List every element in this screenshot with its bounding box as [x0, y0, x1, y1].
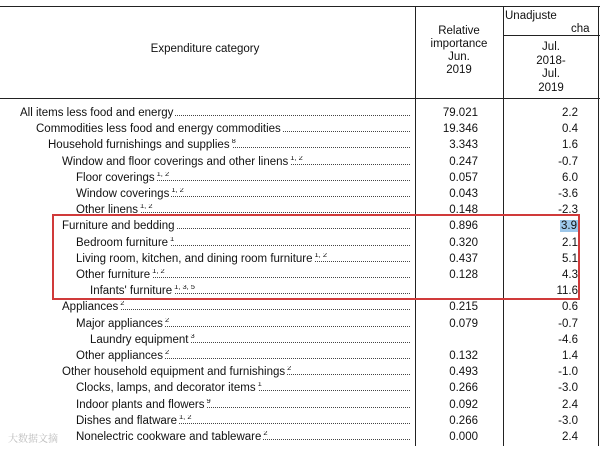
row-label-text: Other linens — [76, 204, 139, 217]
footnote-marker: 1, 2 — [171, 188, 186, 194]
row-label-text: Infants' furniture — [90, 285, 173, 298]
percent-change-value: -0.7 — [558, 317, 578, 330]
relative-importance-cell: 19.346 — [442, 123, 478, 136]
header-line: Jul. — [542, 41, 560, 53]
table-row — [0, 172, 600, 188]
header-line: Unadjuste — [505, 10, 557, 22]
percent-change-value: 4.3 — [562, 269, 578, 281]
table-row — [0, 188, 600, 204]
table-row — [0, 123, 600, 139]
header-unadjusted-change — [505, 10, 600, 36]
row-label — [36, 123, 410, 135]
percent-change-cell — [505, 350, 578, 362]
relative-importance-cell: 0.079 — [449, 317, 478, 330]
header-period — [505, 41, 597, 95]
relative-importance-cell: 0.247 — [449, 155, 478, 168]
percent-change-value: -3.0 — [558, 414, 578, 427]
table-row — [0, 366, 600, 382]
table-row — [0, 301, 600, 317]
percent-change-cell — [505, 107, 578, 119]
percent-change-value: -3.0 — [558, 382, 578, 395]
row-label — [62, 366, 410, 378]
percent-change-value: 2.4 — [562, 431, 578, 443]
row-label-text: Other furniture — [76, 269, 151, 281]
percent-change-cell — [505, 334, 578, 346]
table-row — [0, 415, 600, 431]
header-bottom-rule — [0, 98, 600, 99]
relative-importance-cell: 0.092 — [449, 398, 478, 411]
footnote-marker: 1, 3, 5 — [174, 285, 197, 291]
relative-importance-cell: 79.021 — [442, 107, 478, 119]
relative-importance-cell: 0.128 — [449, 269, 478, 281]
row-label-text: Other household equipment and furnishings — [62, 366, 286, 379]
row-label-text: Dishes and flatware — [76, 414, 177, 427]
header-line: Jul. — [542, 68, 560, 80]
row-label-text: Living room, kitchen, and dining room furniture — [76, 252, 313, 265]
row-label-text: Window and floor coverings and other linens — [62, 155, 289, 168]
table-top-rule — [0, 6, 600, 7]
footnote-marker: 2 — [263, 431, 269, 437]
footnote-marker: 1 — [170, 237, 176, 243]
row-label — [76, 318, 410, 330]
percent-change-cell — [505, 318, 578, 330]
relative-importance-cell: 0.493 — [449, 366, 478, 379]
highlight-box — [52, 214, 580, 300]
relative-importance-cell: 0.043 — [449, 188, 478, 200]
percent-change-value: -0.7 — [558, 155, 578, 168]
row-label — [90, 334, 410, 346]
row-label — [76, 350, 410, 362]
footnote-marker: 1, 2 — [179, 415, 194, 421]
row-label-text: Bedroom furniture — [76, 236, 169, 249]
percent-change-value: -3.6 — [558, 188, 578, 200]
footnote-marker: 2 — [287, 366, 293, 372]
footnote-marker: 9 — [207, 399, 213, 405]
table-row — [0, 139, 600, 155]
percent-change-value: 1.4 — [562, 350, 578, 362]
footnote-marker: 1, 2 — [290, 156, 305, 162]
percent-change-value: 0.4 — [562, 123, 578, 136]
row-label — [76, 399, 410, 411]
percent-change-value: 1.6 — [562, 139, 578, 152]
row-label-text: Major appliances — [76, 317, 163, 330]
footnote-marker: 2 — [120, 301, 126, 307]
row-label-text: Indoor plants and flowers — [76, 398, 205, 411]
row-label-text: Appliances — [62, 301, 119, 314]
percent-change-cell — [505, 301, 578, 313]
footnote-marker: 2 — [165, 350, 171, 356]
percent-change-value: 5.1 — [562, 252, 578, 265]
footnote-marker: 8 — [232, 139, 238, 145]
row-label-text: Window coverings — [76, 188, 170, 200]
header-expenditure-category: Expenditure category — [150, 43, 260, 55]
footnote-marker: 1, 2 — [157, 172, 172, 178]
percent-change-cell — [505, 139, 578, 151]
row-label — [48, 139, 410, 151]
relative-importance-cell: 0.000 — [449, 431, 478, 443]
header-line: importance — [430, 38, 488, 50]
table-row — [0, 399, 600, 415]
percent-change-cell — [505, 123, 578, 135]
percent-change-cell — [505, 156, 578, 168]
row-label-text: Furniture and bedding — [62, 220, 175, 233]
relative-importance-cell: 0.266 — [449, 414, 478, 427]
percent-change-cell — [505, 415, 578, 427]
percent-change-value: 0.6 — [562, 301, 578, 314]
table-row — [0, 334, 600, 350]
row-label — [20, 107, 410, 119]
watermark: 大数据文摘 — [8, 434, 58, 445]
relative-importance-cell: 0.148 — [449, 204, 478, 217]
header-line: Jun. — [448, 51, 470, 63]
header-line: 2018- — [536, 54, 566, 67]
percent-change-value: 11.6 — [556, 285, 578, 298]
row-label-text: Clocks, lamps, and decorator items — [76, 382, 256, 395]
row-label — [62, 156, 410, 168]
header-line: 2019 — [446, 64, 472, 76]
relative-importance-cell: 3.343 — [449, 139, 478, 152]
footnote-marker: 1, 2 — [140, 204, 155, 210]
row-label — [76, 382, 410, 394]
row-label-text: Other appliances — [76, 350, 163, 362]
percent-change-value: 2.4 — [562, 398, 578, 411]
percent-change-value: -2.3 — [558, 204, 578, 217]
percent-change-value: 3.9 — [561, 220, 577, 233]
percent-change-cell — [505, 366, 578, 378]
relative-importance-cell: 0.320 — [449, 236, 478, 249]
relative-importance-cell: 0.057 — [449, 171, 478, 184]
header-relative-importance — [416, 25, 502, 77]
row-label — [62, 301, 410, 313]
relative-importance-cell: 0.437 — [449, 252, 478, 265]
table-row — [0, 107, 600, 123]
row-label — [76, 188, 410, 200]
header-line: 2019 — [538, 81, 564, 94]
footnote-marker: 3 — [190, 334, 196, 340]
relative-importance-cell: 0.266 — [449, 382, 478, 395]
table-row — [0, 431, 600, 447]
row-label-text: Household furnishings and supplies — [48, 139, 230, 152]
percent-change-cell — [505, 382, 578, 394]
table-row — [0, 382, 600, 398]
footnote-marker: 1, 2 — [152, 269, 167, 275]
relative-importance-cell: 0.132 — [449, 350, 478, 362]
row-label — [76, 172, 410, 184]
percent-change-value: -4.6 — [558, 333, 578, 346]
footnote-marker: 1 — [258, 382, 264, 388]
footnote-marker: 1, 2 — [315, 253, 330, 259]
percent-change-value: 2.2 — [562, 107, 578, 119]
row-label-text: Commodities less food and energy commodities — [36, 123, 281, 136]
row-label-text: Laundry equipment — [90, 333, 189, 346]
table-row — [0, 350, 600, 366]
percent-change-value: 6.0 — [562, 171, 578, 184]
table-row — [0, 318, 600, 334]
header-line: cha — [571, 23, 590, 35]
percent-change-value: 2.1 — [562, 236, 578, 249]
row-label-text: Floor coverings — [76, 171, 155, 184]
row-label — [76, 415, 410, 427]
row-label-text: All items less food and energy — [20, 107, 174, 119]
header-line: Relative — [438, 25, 480, 37]
row-label-text: Nonelectric cookware and tableware — [76, 431, 262, 443]
percent-change-cell — [505, 172, 578, 184]
percent-change-value: -1.0 — [558, 366, 578, 379]
relative-importance-cell: 0.215 — [449, 301, 478, 314]
percent-change-cell — [505, 188, 578, 200]
table-row — [0, 156, 600, 172]
relative-importance-cell: 0.896 — [449, 220, 478, 233]
percent-change-cell — [505, 431, 578, 443]
row-label — [76, 431, 410, 443]
percent-change-cell — [505, 399, 578, 411]
footnote-marker: 2 — [165, 318, 171, 324]
